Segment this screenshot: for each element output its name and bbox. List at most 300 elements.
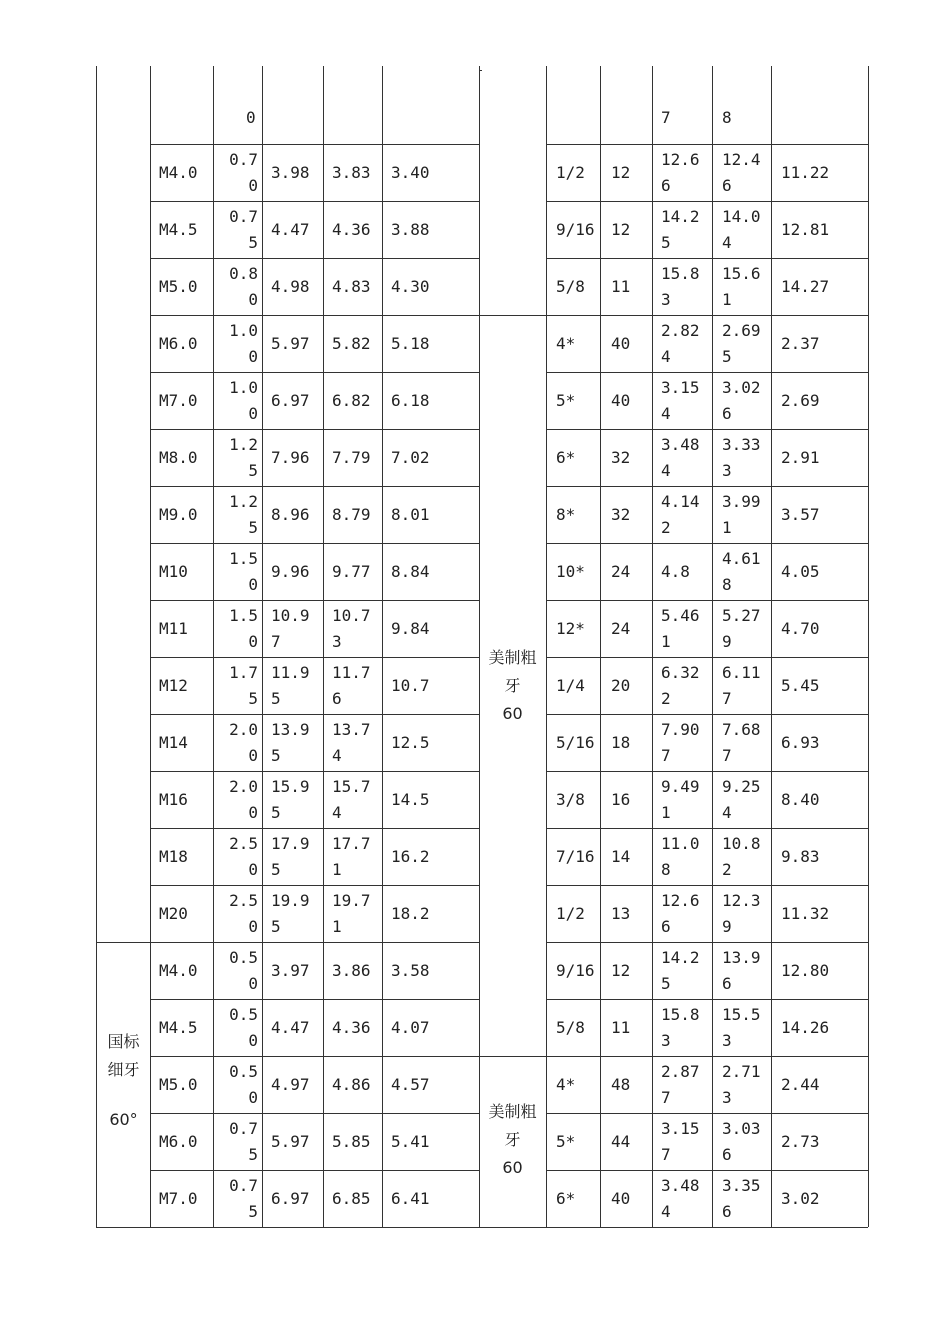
row-divider <box>150 429 479 430</box>
cell-line: 2.82 <box>661 320 700 340</box>
cell-line: 7 <box>722 745 732 765</box>
pitch-diameter <box>722 774 761 826</box>
cell-line: 4 <box>332 745 342 765</box>
major-diameter <box>661 375 700 427</box>
cell-line: 9 <box>722 631 732 651</box>
cell-line: 12.6 <box>661 890 700 910</box>
row-divider <box>150 201 479 202</box>
row-divider <box>479 1056 868 1057</box>
minor-diameter: 2.44 <box>781 1074 820 1094</box>
threads-per-inch: 13 <box>611 903 631 923</box>
major-diameter: 3.98 <box>271 162 310 182</box>
cell-line: 3 <box>722 1030 732 1050</box>
minor-diameter: 12.81 <box>781 219 830 239</box>
pitch-cell <box>218 774 258 826</box>
cell-line: 1.2 <box>229 434 258 454</box>
cell-line: 2 <box>661 517 671 537</box>
inch-size: 7/16 <box>556 846 595 866</box>
minor-diameter: 2.69 <box>781 390 820 410</box>
pitch-diameter <box>722 375 761 427</box>
cell-line: 15.8 <box>661 1004 700 1024</box>
cell-line: 1.2 <box>229 491 258 511</box>
pitch-diameter <box>332 660 371 712</box>
pitch-diameter <box>722 1002 761 1054</box>
threads-per-inch: 11 <box>611 276 631 296</box>
pitch-diameter: 8.79 <box>332 504 371 524</box>
cell-line: 12.3 <box>722 890 761 910</box>
inch-size: 5* <box>556 1131 576 1151</box>
row-divider <box>546 999 868 1000</box>
major-diameter: 9.96 <box>271 561 310 581</box>
pitch-diameter <box>722 717 761 769</box>
cell-line: 4.14 <box>661 491 700 511</box>
minor-diameter: 4.07 <box>391 1017 430 1037</box>
threads-per-inch: 40 <box>611 1188 631 1208</box>
column-divider <box>712 66 713 1227</box>
threads-per-inch: 32 <box>611 504 631 524</box>
inch-size: 6* <box>556 1188 576 1208</box>
cell-line: 5 <box>271 688 281 708</box>
metric-size: M4.0 <box>159 960 198 980</box>
minor-diameter: 3.58 <box>391 960 430 980</box>
inch-size: 9/16 <box>556 219 595 239</box>
cell-line: 7 <box>661 745 671 765</box>
cell-line: 15.7 <box>332 776 371 796</box>
cell-line: 1.0 <box>229 320 258 340</box>
cell-line: 0 <box>248 916 258 936</box>
cell-line: 13.9 <box>722 947 761 967</box>
pitch-diameter <box>722 1173 761 1225</box>
cell-line: 2.87 <box>661 1061 700 1081</box>
pitch-diameter: 4.36 <box>332 219 371 239</box>
column-divider <box>868 66 869 1227</box>
cell-line: 17.7 <box>332 833 371 853</box>
row-divider <box>546 942 868 943</box>
inch-size: 12* <box>556 618 585 638</box>
column-divider <box>546 66 547 1227</box>
row-divider <box>546 600 868 601</box>
cell-line: 15.8 <box>661 263 700 283</box>
cell-line: 11.0 <box>661 833 700 853</box>
minor-diameter: 5.18 <box>391 333 430 353</box>
minor-diameter: 14.5 <box>391 789 430 809</box>
major-diameter <box>661 147 700 199</box>
cell-line: 13.9 <box>271 719 310 739</box>
cell-line: 0 <box>248 175 258 195</box>
cell-line: 5 <box>722 346 732 366</box>
row-divider <box>546 657 868 658</box>
cell-line: 7.68 <box>722 719 761 739</box>
major-diameter <box>661 204 700 256</box>
cell-line: 3.99 <box>722 491 761 511</box>
pitch-diameter: 6.85 <box>332 1188 371 1208</box>
row-divider <box>546 714 868 715</box>
stray-mark <box>479 70 482 71</box>
minor-diameter: 3.40 <box>391 162 430 182</box>
cell-line: 17.9 <box>271 833 310 853</box>
inch-size: 5/8 <box>556 276 585 296</box>
pitch-diameter <box>722 660 761 712</box>
cell-line: 5 <box>248 460 258 480</box>
row-divider <box>150 657 479 658</box>
pitch-cell <box>218 1059 258 1111</box>
cell-line: 1 <box>332 859 342 879</box>
cell-line: 10.9 <box>271 605 310 625</box>
pitch-cell <box>218 831 258 883</box>
major-diameter: 5.97 <box>271 333 310 353</box>
metric-size: M12 <box>159 675 188 695</box>
cell-line: 14.0 <box>722 206 761 226</box>
minor-diameter: 7.02 <box>391 447 430 467</box>
minor-diameter: 18.2 <box>391 903 430 923</box>
cell-line: 5 <box>248 1201 258 1221</box>
cell-line: 4 <box>332 802 342 822</box>
minor-diameter: 4.30 <box>391 276 430 296</box>
major-diameter <box>271 774 310 826</box>
threads-per-inch: 40 <box>611 333 631 353</box>
major-diameter <box>661 318 700 370</box>
column-divider <box>600 66 601 1227</box>
column-divider <box>323 66 324 1227</box>
minor-diameter: 11.22 <box>781 162 830 182</box>
row-divider <box>150 258 479 259</box>
cell-line: 3.15 <box>661 1118 700 1138</box>
pitch-cell <box>218 603 258 655</box>
row-divider <box>546 543 868 544</box>
minor-diameter: 3.57 <box>781 504 820 524</box>
cell-line: 4 <box>722 232 732 252</box>
row-divider <box>546 1113 868 1114</box>
inch-size: 4* <box>556 1074 576 1094</box>
pitch-diameter <box>722 204 761 256</box>
major-diameter: 4.8 <box>661 561 690 581</box>
inch-size: 9/16 <box>556 960 595 980</box>
row-divider <box>150 1113 479 1114</box>
row-divider <box>546 885 868 886</box>
cell-line: 0 <box>248 1087 258 1107</box>
minor-diameter: 3.02 <box>781 1188 820 1208</box>
inch-size: 1/2 <box>556 162 585 182</box>
row-divider <box>546 486 868 487</box>
minor-diameter: 2.73 <box>781 1131 820 1151</box>
minor-diameter: 6.41 <box>391 1188 430 1208</box>
major-diameter <box>661 603 700 655</box>
cell-line: 3.48 <box>661 434 700 454</box>
cell-line: 2.5 <box>229 833 258 853</box>
cell-line: 15.9 <box>271 776 310 796</box>
metric-size: M6.0 <box>159 333 198 353</box>
minor-diameter: 14.26 <box>781 1017 830 1037</box>
column-divider <box>382 66 383 1227</box>
cell-line: 12.4 <box>722 149 761 169</box>
cell-line: 14.2 <box>661 947 700 967</box>
pitch-cell <box>218 717 258 769</box>
row-divider <box>150 999 479 1000</box>
cell-line: 19.9 <box>271 890 310 910</box>
cell-line: 3.35 <box>722 1175 761 1195</box>
pitch-cell <box>218 147 258 199</box>
minor-diameter: 8.01 <box>391 504 430 524</box>
minor-diameter: 11.32 <box>781 903 830 923</box>
cell-line: 2 <box>661 688 671 708</box>
cell-line: 9 <box>722 916 732 936</box>
cell-line: 4 <box>661 403 671 423</box>
cell-line: 3 <box>661 289 671 309</box>
row-divider <box>546 258 868 259</box>
cell-line: 6 <box>661 175 671 195</box>
row-divider <box>150 600 479 601</box>
major-diameter <box>661 1059 700 1111</box>
metric-size: M4.0 <box>159 162 198 182</box>
row-divider <box>150 714 479 715</box>
cell-line: 7 <box>722 688 732 708</box>
threads-per-inch: 48 <box>611 1074 631 1094</box>
metric-size: M8.0 <box>159 447 198 467</box>
metric-size: M11 <box>159 618 188 638</box>
cell-line: 0 <box>248 403 258 423</box>
metric-size: M10 <box>159 561 188 581</box>
threads-per-inch: 24 <box>611 561 631 581</box>
cell-line: 3.15 <box>661 377 700 397</box>
metric-size: M6.0 <box>159 1131 198 1151</box>
inch-size: 5/16 <box>556 732 595 752</box>
row-divider <box>150 372 479 373</box>
pitch-diameter: 5.82 <box>332 333 371 353</box>
cell-line: 0.7 <box>229 206 258 226</box>
metric-size: M18 <box>159 846 188 866</box>
cell-line: 6 <box>722 973 732 993</box>
row-divider <box>150 828 479 829</box>
threads-per-inch: 24 <box>611 618 631 638</box>
iso-fine-label: 国标 细牙 60° <box>107 1032 140 1129</box>
cell-line: 9.49 <box>661 776 700 796</box>
minor-diameter: 9.84 <box>391 618 430 638</box>
major-diameter: 6.97 <box>271 1188 310 1208</box>
cell-line: 6 <box>722 175 732 195</box>
pitch-diameter <box>722 1116 761 1168</box>
fragment-pitch-diameter-digit: 8 <box>722 108 732 127</box>
cell-line: 3 <box>661 1030 671 1050</box>
minor-diameter: 6.18 <box>391 390 430 410</box>
threads-per-inch: 40 <box>611 390 631 410</box>
us-coarse-label: 美制粗 牙 60 <box>488 648 537 723</box>
major-diameter: 5.97 <box>271 1131 310 1151</box>
pitch-diameter: 3.83 <box>332 162 371 182</box>
major-diameter: 7.96 <box>271 447 310 467</box>
pitch-diameter: 4.36 <box>332 1017 371 1037</box>
cell-line: 6 <box>661 916 671 936</box>
major-diameter: 4.97 <box>271 1074 310 1094</box>
inch-size: 4* <box>556 333 576 353</box>
cell-line: 5 <box>661 973 671 993</box>
inch-size: 6* <box>556 447 576 467</box>
cell-line: 2.69 <box>722 320 761 340</box>
inch-size: 5* <box>556 390 576 410</box>
minor-diameter: 3.88 <box>391 219 430 239</box>
cell-line: 7 <box>661 1087 671 1107</box>
cell-line: 3 <box>722 460 732 480</box>
cell-line: 10.7 <box>332 605 371 625</box>
cell-line: 0 <box>248 802 258 822</box>
cell-line: 5 <box>271 802 281 822</box>
row-divider <box>150 1056 479 1057</box>
row-divider <box>150 144 479 145</box>
row-divider <box>150 771 479 772</box>
cell-line: 15.5 <box>722 1004 761 1024</box>
cell-line: 1 <box>332 916 342 936</box>
threads-per-inch: 11 <box>611 1017 631 1037</box>
cell-line: 4 <box>722 802 732 822</box>
fragment-pitch-digit: 0 <box>246 108 256 127</box>
inch-size: 1/4 <box>556 675 585 695</box>
pitch-cell <box>218 546 258 598</box>
cell-line: 5 <box>248 517 258 537</box>
major-diameter <box>271 888 310 940</box>
cell-line: 7 <box>271 631 281 651</box>
minor-diameter: 10.7 <box>391 675 430 695</box>
row-divider <box>546 828 868 829</box>
pitch-cell <box>218 375 258 427</box>
cell-line: 2.71 <box>722 1061 761 1081</box>
minor-diameter: 6.93 <box>781 732 820 752</box>
cell-line: 3.03 <box>722 1118 761 1138</box>
metric-size: M9.0 <box>159 504 198 524</box>
row-divider <box>546 771 868 772</box>
major-diameter: 4.47 <box>271 1017 310 1037</box>
metric-size: M14 <box>159 732 188 752</box>
minor-diameter: 12.80 <box>781 960 830 980</box>
row-divider <box>546 144 868 145</box>
cell-line: 1 <box>722 289 732 309</box>
row-divider <box>546 372 868 373</box>
major-diameter <box>271 603 310 655</box>
cell-line: 3 <box>332 631 342 651</box>
row-divider <box>546 201 868 202</box>
pitch-diameter: 7.79 <box>332 447 371 467</box>
cell-line: 4 <box>661 1201 671 1221</box>
cell-line: 3 <box>722 1087 732 1107</box>
row-divider <box>150 543 479 544</box>
cell-line: 5 <box>661 232 671 252</box>
pitch-diameter <box>722 945 761 997</box>
cell-line: 6 <box>722 1144 732 1164</box>
cell-line: 13.7 <box>332 719 371 739</box>
cell-line: 3.02 <box>722 377 761 397</box>
cell-line: 5 <box>248 688 258 708</box>
metric-size: M5.0 <box>159 276 198 296</box>
major-diameter <box>661 831 700 883</box>
cell-line: 0.7 <box>229 149 258 169</box>
row-divider <box>96 942 479 943</box>
minor-diameter: 2.91 <box>781 447 820 467</box>
major-diameter <box>661 1116 700 1168</box>
pitch-diameter <box>332 888 371 940</box>
cell-line: 6.32 <box>661 662 700 682</box>
cell-line: 5 <box>271 859 281 879</box>
cell-line: 15.6 <box>722 263 761 283</box>
threads-per-inch: 14 <box>611 846 631 866</box>
column-divider <box>652 66 653 1227</box>
major-diameter <box>661 660 700 712</box>
row-divider <box>150 486 479 487</box>
pitch-diameter <box>332 774 371 826</box>
major-diameter <box>661 717 700 769</box>
threads-per-inch: 18 <box>611 732 631 752</box>
minor-diameter: 4.70 <box>781 618 820 638</box>
pitch-cell <box>218 1002 258 1054</box>
pitch-cell <box>218 1116 258 1168</box>
cell-line: 2.0 <box>229 776 258 796</box>
threads-per-inch: 20 <box>611 675 631 695</box>
cell-line: 3.33 <box>722 434 761 454</box>
threads-per-inch: 12 <box>611 960 631 980</box>
fragment-major-digit: 7 <box>661 108 671 127</box>
cell-line: 0.5 <box>229 1004 258 1024</box>
major-diameter: 3.97 <box>271 960 310 980</box>
cell-line: 5 <box>271 916 281 936</box>
pitch-cell <box>218 204 258 256</box>
pitch-diameter <box>332 603 371 655</box>
cell-line: 0.5 <box>229 1061 258 1081</box>
row-divider <box>479 315 868 316</box>
cell-line: 6 <box>722 1201 732 1221</box>
minor-diameter: 4.57 <box>391 1074 430 1094</box>
major-diameter <box>271 831 310 883</box>
cell-line: 6 <box>722 403 732 423</box>
row-divider <box>150 315 479 316</box>
pitch-diameter <box>722 546 761 598</box>
major-diameter: 6.97 <box>271 390 310 410</box>
major-diameter: 4.47 <box>271 219 310 239</box>
pitch-cell <box>218 888 258 940</box>
cell-line: 19.7 <box>332 890 371 910</box>
major-diameter <box>661 1002 700 1054</box>
pitch-cell <box>218 489 258 541</box>
pitch-diameter: 4.83 <box>332 276 371 296</box>
pitch-diameter <box>722 489 761 541</box>
cell-line: 8 <box>661 859 671 879</box>
minor-diameter: 16.2 <box>391 846 430 866</box>
inch-size: 1/2 <box>556 903 585 923</box>
cell-line: 0 <box>248 973 258 993</box>
pitch-cell <box>218 432 258 484</box>
column-divider <box>771 66 772 1227</box>
pitch-cell <box>218 261 258 313</box>
pitch-diameter <box>722 831 761 883</box>
cell-line: 11.7 <box>332 662 371 682</box>
cell-line: 0 <box>248 1030 258 1050</box>
column-divider <box>213 66 214 1227</box>
pitch-cell <box>218 660 258 712</box>
major-diameter: 8.96 <box>271 504 310 524</box>
metric-size: M4.5 <box>159 219 198 239</box>
cell-line: 1 <box>661 802 671 822</box>
cell-line: 0.7 <box>229 1118 258 1138</box>
major-diameter: 4.98 <box>271 276 310 296</box>
cell-line: 5.27 <box>722 605 761 625</box>
cell-line: 5 <box>248 232 258 252</box>
major-diameter <box>661 774 700 826</box>
cell-line: 7 <box>661 1144 671 1164</box>
minor-diameter: 8.40 <box>781 789 820 809</box>
pitch-diameter <box>722 261 761 313</box>
cell-line: 0 <box>248 289 258 309</box>
threads-per-inch: 32 <box>611 447 631 467</box>
cell-line: 1.7 <box>229 662 258 682</box>
pitch-diameter: 6.82 <box>332 390 371 410</box>
cell-line: 1 <box>722 517 732 537</box>
cell-line: 1.5 <box>229 548 258 568</box>
